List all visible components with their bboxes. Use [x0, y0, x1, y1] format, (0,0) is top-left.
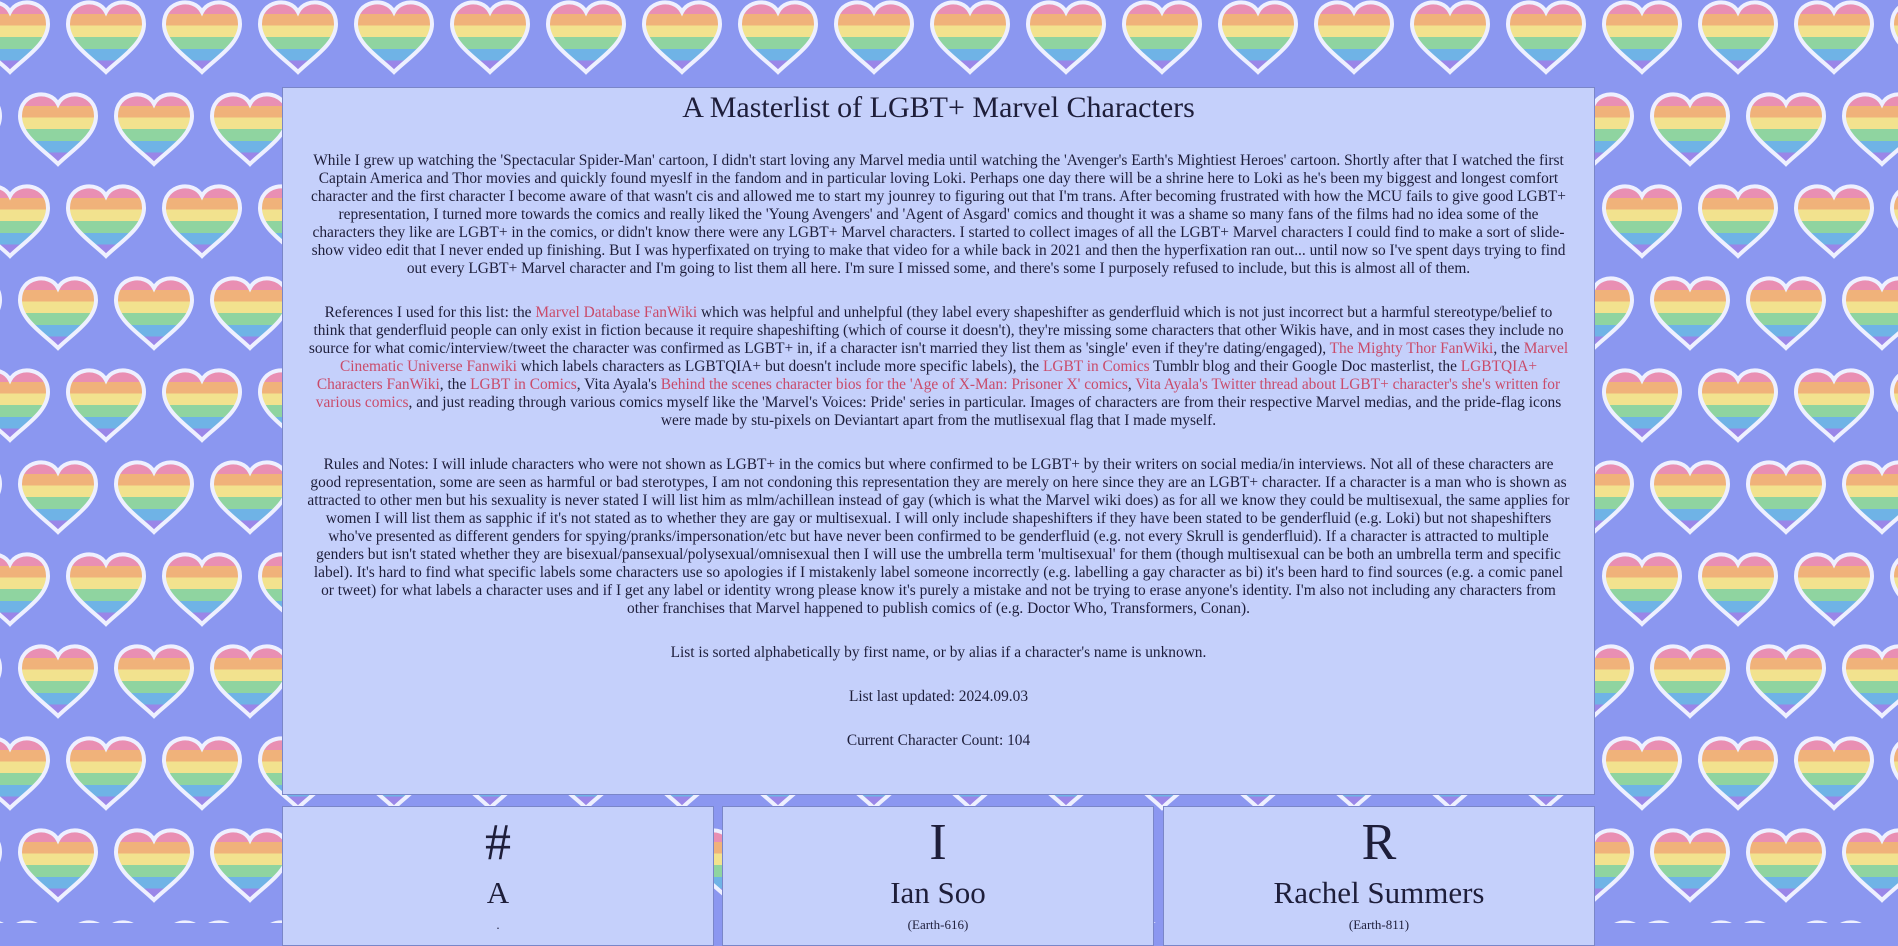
- references-text: ,: [1127, 376, 1136, 393]
- character-count: Current Character Count: 104: [846, 732, 1031, 749]
- references-text: References I used for this list: the: [324, 304, 536, 321]
- character-universe: (Earth-811): [1348, 917, 1410, 932]
- age-of-x-man-bios-link[interactable]: Behind the scenes character bios for the 'Age of X-Man: Prisoner X' comics: [660, 376, 1128, 393]
- sort-note: List is sorted alphabetically by first name, or by alias if a character's name is unknown.: [670, 644, 1207, 661]
- mcu-fanwiki-link[interactable]: Marvel Cinematic Universe Fanwiki: [339, 340, 1569, 375]
- mighty-thor-wiki-link[interactable]: The Mighty Thor FanWiki: [1329, 340, 1494, 357]
- section-letter: I: [929, 814, 947, 871]
- character-name[interactable]: A: [486, 875, 510, 910]
- character-universe: (Earth-616): [907, 917, 969, 932]
- lgbtqia-characters-wiki-link[interactable]: LGBTQIA+ Characters FanWiki: [316, 358, 1537, 393]
- section-card-hash: [282, 806, 714, 946]
- section-card-r: [1163, 806, 1595, 946]
- references-text: , the: [439, 376, 471, 393]
- section-letter: R: [1361, 814, 1397, 871]
- character-name[interactable]: Ian Soo: [890, 875, 986, 910]
- lgbt-in-comics-tumblr-link[interactable]: LGBT in Comics: [1042, 358, 1150, 375]
- character-universe: .: [496, 917, 500, 932]
- section-card-i: [722, 806, 1154, 946]
- references-text: which was helpful and unhelpful (they label every shapeshifter as genderfluid which is not just incorrect but a harmful stereotype/belief to think that genderfluid people can only exist in fiction because it require shapeshifting (which of course it doesn't), they're missing some characters that other Wikis have, and in most cases they include no source for what comic/interview/tweet the character was confirmed as LGBT+ in, if a character isn't married they list them as 'single' even if they're dating/engaged),: [308, 304, 1564, 357]
- intro-panel: [282, 87, 1595, 795]
- references-paragraph: [307, 304, 1570, 430]
- references-text: , Vita Ayala's: [576, 376, 661, 393]
- marvel-database-link[interactable]: Marvel Database FanWiki: [535, 304, 698, 321]
- character-name[interactable]: Rachel Summers: [1273, 875, 1485, 910]
- references-text: Tumblr blog and their Google Doc masterlist, the: [1149, 358, 1461, 375]
- vita-ayala-twitter-thread-link[interactable]: Vita Ayala's Twitter thread about LGBT+ character's she's written for various comics: [315, 376, 1561, 411]
- last-updated: List last updated: 2024.09.03: [848, 688, 1029, 705]
- references-text: , and just reading through various comics myself like the 'Marvel's Voices: Pride' series in particular. Images of characters are from their respective Marvel medias, and the pride-flag icons were made by stu-pixels on Deviantart apart from the mutlisexual flag that I made myself.: [408, 394, 1562, 429]
- intro-paragraph: While I grew up watching the 'Spectacular Spider-Man' cartoon, I didn't start loving any Marvel media until watching the 'Avenger's Earth's Mightiest Heroes' cartoon. Shortly after that I watched the first Captain America and Thor movies and quickly found myeslf in the fandom and in particular loving Loki. Perhaps one day there will be a shrine here to Loki as he's been my biggest and longest comfort character and the first character I become aware of that wasn't cis and allowed me to start my jounrey to figuring out that I'm trans. After becoming frustrated with how the MCU fails to give good LGBT+ representation, I turned more towards the comics and really liked the 'Young Avengers' and 'Agent of Asgard' comics and thought it was a shame so many fans of the films had no idea some of the characters they like are LGBT+ in the comics, or didn't know there were any LGBT+ Marvel characters. I started to collect images of all the LGBT+ Marvel characters I could find to make a sort of slide-show video edit that I never ended up finishing. But I was hyperfixated on trying to make that video for a while back in 2021 and then the hyperfixation ran out... until now so I've spent days trying to find out every LGBT+ Marvel character and I'm going to list them all here. I'm sure I missed some, and there's some I purposely refused to include, but this is almost all of them.: [311, 152, 1566, 277]
- rules-paragraph: Rules and Notes: I will inlude characters who were not shown as LGBT+ in the comics but where confirmed to be LGBT+ by their writers on social media/in interviews. Not all of these characters are good representation, some are seen as harmful or bad sterotypes, I am not condoning this representation they are merely on here since they are an LGBT+ character. If a character is a man who is shown as attracted to other men but his sexuality is never stated I will list him as mlm/achillean instead of gay (which is what the Marvel wiki does) as for all we know they could be multisexual, the same applies for women I will list them as sapphic if it's not stated as to whether they are gay or multisexual. I will only include shapeshifters if they have been stated to be genderfluid (e.g. Loki) but not shapeshifters who've presented as different genders for spying/pranks/impersonation/etc but have never been confirmed to be genderfluid (e.g. not every Skrull is genderfluid). If a character is attracted to multiple genders but isn't stated whether they are bisexual/pansexual/polysexual/omnisexual then I will use the umbrella term 'multisexual' for them (though multisexual can be both an umbrella term and specific label). It's hard to find what specific labels some characters use so apologies if I mistakenly label someone incorrectly (e.g. labelling a gay character as bi) it's been hard to find sources (e.g. a comic panel or tweet) for what labels a character uses and if I get any label or identity wrong please know it's purely a mistake and not be trying to erase anyone's identity. I'm also not including any characters from other franchises that Marvel happened to publish comics of (e.g. Doctor Who, Transformers, Conan).: [307, 456, 1570, 617]
- references-text: which labels characters as LGBTQIA+ but doesn't include more specific labels), the: [516, 358, 1043, 375]
- page-title: A Masterlist of LGBT+ Marvel Characters: [682, 91, 1195, 124]
- section-letter: #: [485, 814, 511, 871]
- lgbt-in-comics-link[interactable]: LGBT in Comics: [470, 376, 577, 393]
- references-text: , the: [1493, 340, 1524, 357]
